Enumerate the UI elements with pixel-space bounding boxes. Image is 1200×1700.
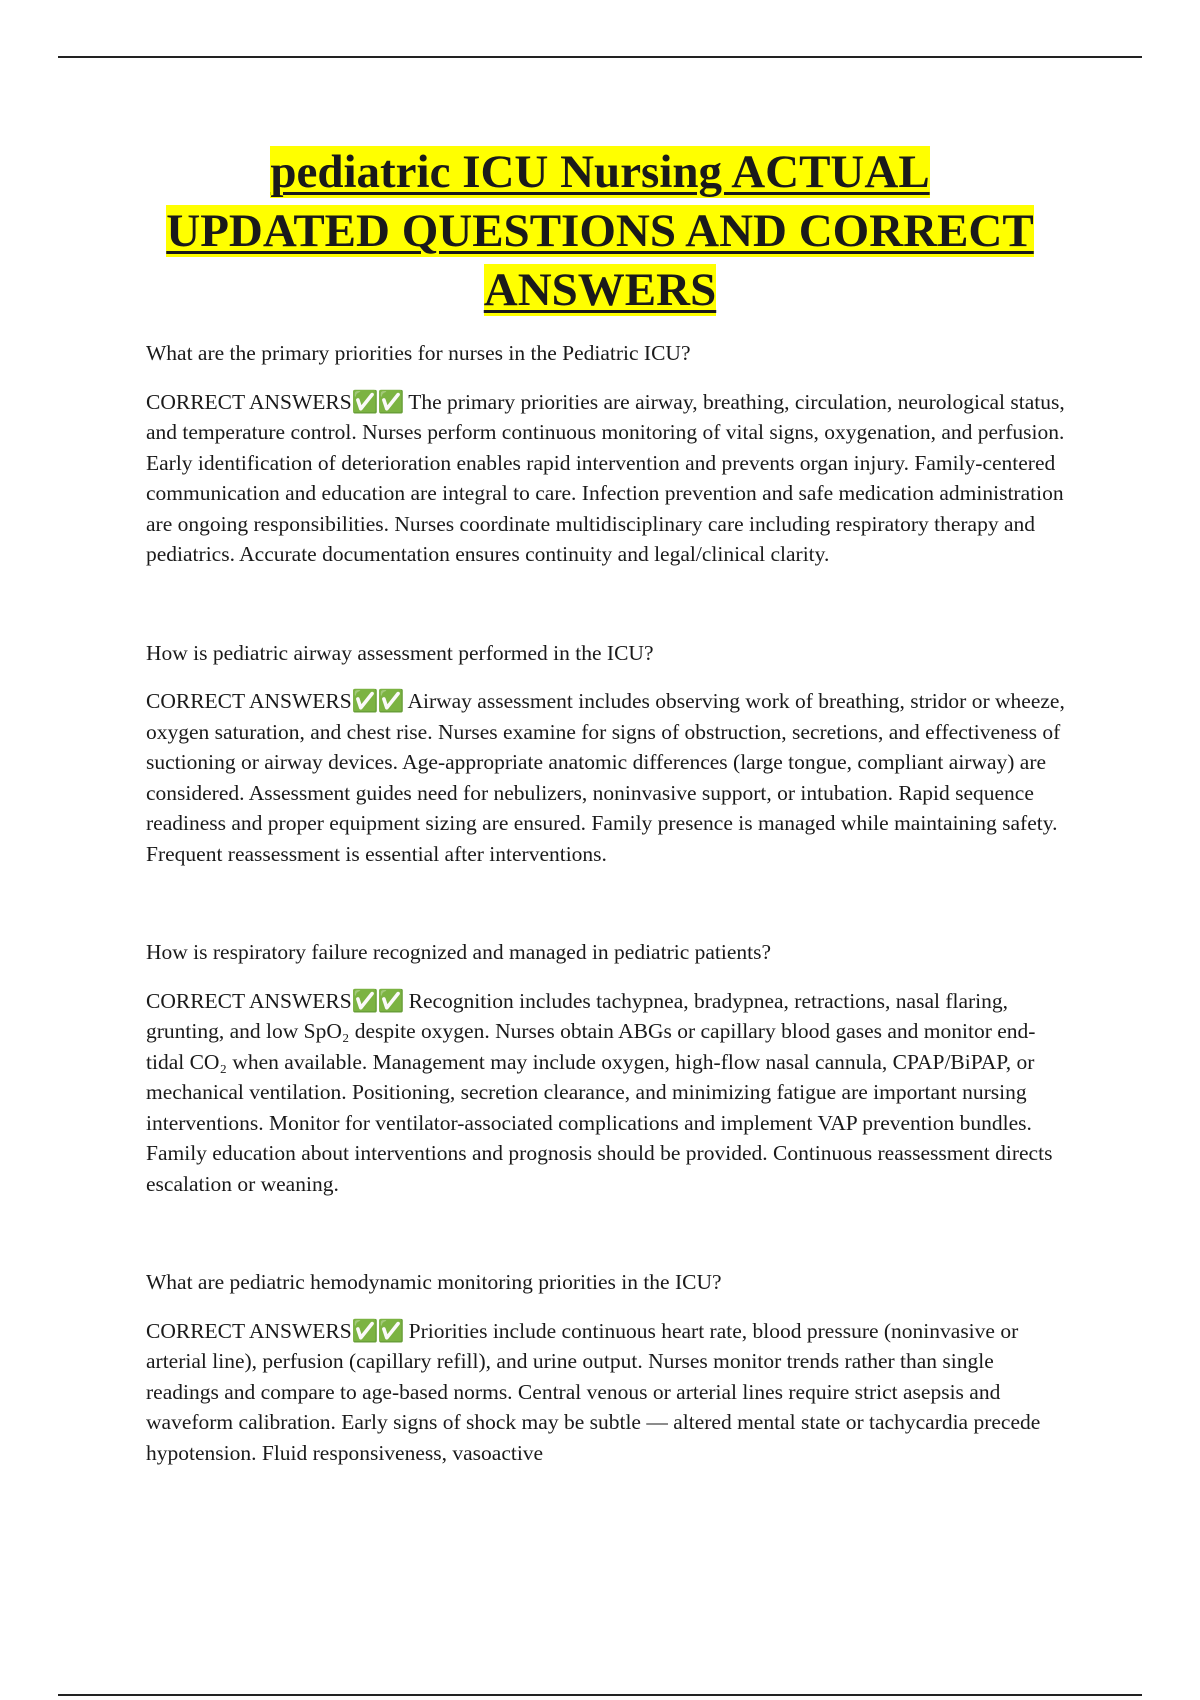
- check-mark-icon: ✅✅: [351, 689, 404, 713]
- qa-item-2: [146, 638, 1066, 870]
- question-3: How is respiratory failure recognized and managed in pediatric patients?: [146, 940, 772, 964]
- qa-item-1: [146, 338, 1066, 570]
- qa-list: [146, 338, 1066, 1536]
- answer-prefix: CORRECT ANSWERS: [146, 389, 352, 414]
- check-mark-icon: ✅✅: [351, 1318, 404, 1343]
- answer-text: Priorities include continuous heart rate, blood pressure (noninvasive or arterial line), perfusion (capillary refill), and urine output. Nurses monitor trends rather than single readings and compare to age-based norms. Central venous or arterial lines require strict asepsis and waveform calibration. Early signs of shock may be subtle — altered mental state or tachycardia precede hypotension. Fluid responsiveness, vasoactive: [146, 1318, 1041, 1465]
- top-rule: [58, 56, 1142, 58]
- document-title: [100, 143, 1100, 320]
- title-line-1: pediatric ICU Nursing ACTUAL: [270, 146, 930, 198]
- answer-3: [146, 986, 1066, 1200]
- question-2: How is pediatric airway assessment performed in the ICU?: [146, 640, 654, 665]
- answer-2: [146, 686, 1066, 869]
- check-mark-icon: ✅✅: [351, 389, 404, 414]
- answer-1: [146, 387, 1066, 570]
- title-line-3: ANSWERS: [483, 264, 717, 316]
- title-line-2: UPDATED QUESTIONS AND CORRECT: [166, 205, 1034, 257]
- answer-text: The primary priorities are airway, breathing, circulation, neurological status, and temperature control. Nurses perform continuous monitoring of vital signs, oxygenation, and perfusion. Early identification of deterioration enables rapid intervention and prevents organ injury. Family-centered communication and education are integral to care. Infection prevention and safe medication administration are ongoing responsibilities. Nurses coordinate multidisciplinary care including respiratory therapy and pediatrics. Accurate documentation ensures continuity and legal/clinical clarity.: [146, 389, 1065, 566]
- qa-item-4: [146, 1267, 1066, 1468]
- check-mark-icon: ✅✅: [351, 988, 404, 1013]
- question-1: What are the primary priorities for nurses in the Pediatric ICU?: [146, 341, 691, 365]
- qa-item-3: [146, 937, 1066, 1199]
- answer-prefix: CORRECT ANSWERS: [146, 988, 352, 1013]
- answer-4: [146, 1316, 1066, 1469]
- answer-prefix: CORRECT ANSWERS: [146, 689, 352, 713]
- answer-text: Airway assessment includes observing work of breathing, stridor or wheeze, oxygen saturation, and chest rise. Nurses examine for signs of obstruction, secretions, and effectiveness of suctioning or airway devices. Age-appropriate anatomic differences (large tongue, compliant airway) are considered. Assessment guides need for nebulizers, noninvasive support, or intubation. Rapid sequence readiness and proper equipment sizing are ensured. Family presence is managed while maintaining safety. Frequent reassessment is essential after interventions.: [146, 689, 1065, 866]
- question-4: What are pediatric hemodynamic monitoring priorities in the ICU?: [146, 1270, 722, 1294]
- answer-text: Recognition includes tachypnea, bradypnea, retractions, nasal flaring, grunting, and low SpO₂ despite oxygen. Nurses obtain ABGs or capillary blood gases and monitor end-tidal CO₂ when available. Management may include oxygen, high-flow nasal cannula, CPAP/BiPAP, or mechanical ventilation. Positioning, secretion clearance, and minimizing fatigue are important nursing interventions. Monitor for ventilator-associated complications and implement VAP prevention bundles. Family education about interventions and prognosis should be provided. Continuous reassessment directs escalation or weaning.: [146, 988, 1053, 1196]
- bottom-rule: [58, 1694, 1142, 1696]
- answer-prefix: CORRECT ANSWERS: [146, 1318, 352, 1343]
